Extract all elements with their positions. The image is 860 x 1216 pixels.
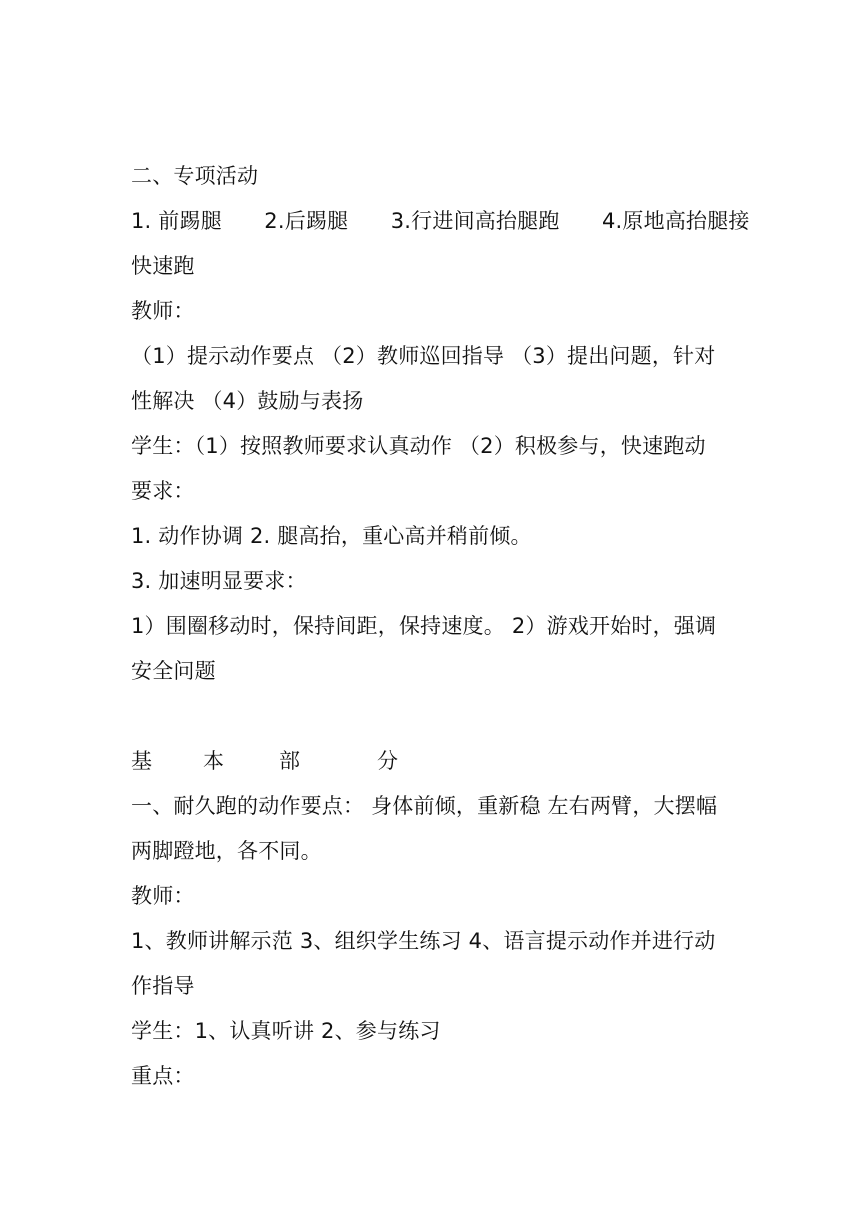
student-steps-line: 学生：（1）按照教师要求认真动作 （2）积极参与，快速跑动: [131, 434, 706, 458]
requirements-line-3: 1）围圈移动时，保持间距，保持速度。 2）游戏开始时，强调: [131, 614, 717, 638]
heading-char: 基: [131, 749, 153, 773]
heading-char: 本: [203, 749, 225, 773]
student-steps-line-2: 学生：1、认真听讲 2、参与练习: [131, 1019, 441, 1043]
section-heading-basic-part: [131, 739, 731, 784]
endurance-run-points-line: 一、耐久跑的动作要点： 身体前倾，重新稳 左右两臂，大摆幅: [131, 794, 718, 818]
heading-char: 分: [377, 749, 399, 773]
requirements-line-2: 3. 加速明显要求：: [131, 569, 307, 593]
teacher-steps-line-2-cont: 作指导: [131, 974, 195, 998]
activity-list-line-cont: 快速跑: [131, 254, 195, 278]
blank-line: [131, 694, 731, 739]
teacher-steps-line-2: 1、教师讲解示范 3、组织学生练习 4、语言提示动作并进行动: [131, 929, 716, 953]
teacher-steps-line-cont: 性解决 （4）鼓励与表扬: [131, 389, 364, 413]
requirements-line-1: 1. 动作协调 2. 腿高抬，重心高并稍前倾。: [131, 524, 532, 548]
teacher-label: 教师：: [131, 299, 195, 323]
document-body: [131, 154, 750, 1099]
section-title-special-activity: 二、专项活动: [131, 164, 259, 188]
activity-list-line: 1. 前踢腿 2.后踢腿 3.行进间高抬腿跑 4.原地高抬腿接: [131, 209, 750, 233]
teacher-steps-line: （1）提示动作要点 （2）教师巡回指导 （3）提出问题，针对: [131, 344, 716, 368]
key-points-label: 重点：: [131, 1064, 195, 1088]
endurance-run-points-line-cont: 两脚蹬地，各不同。: [131, 839, 322, 863]
teacher-label-2: 教师：: [131, 884, 195, 908]
requirements-label: 要求：: [131, 479, 195, 503]
heading-char: 部: [279, 749, 301, 773]
requirements-line-3-cont: 安全问题: [131, 659, 216, 683]
